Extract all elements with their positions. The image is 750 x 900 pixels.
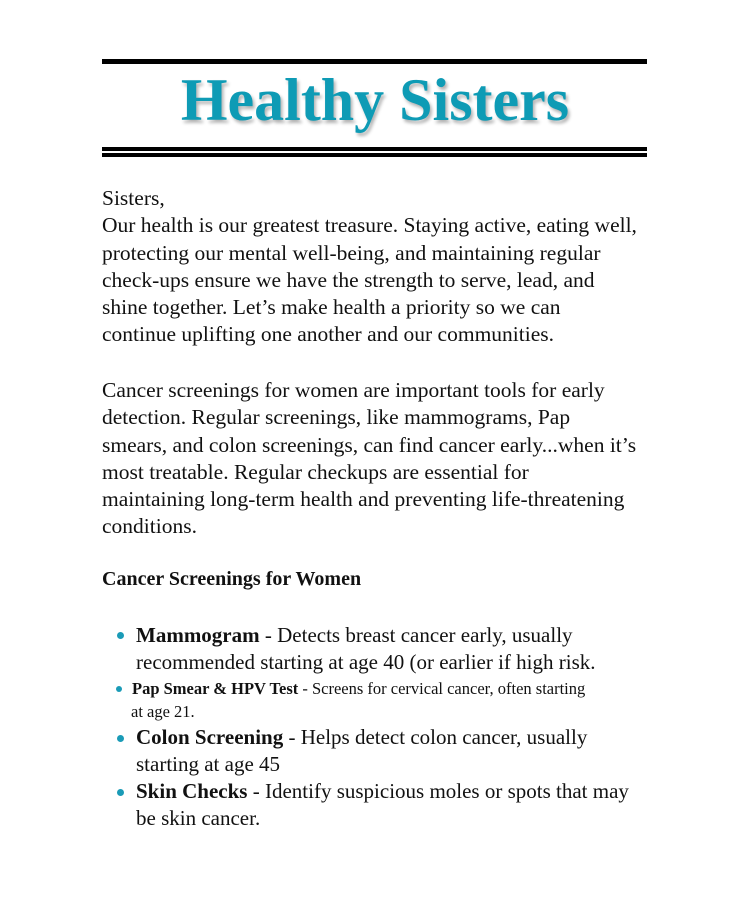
intro-line: protecting our mental well-being, and maintaining regular [102,240,601,265]
intro-line: shine together. Let’s make health a priority so we can [102,295,561,320]
paragraph-line: conditions. [102,514,197,539]
paragraph-line: smears, and colon screenings, can find cancer early...when it’s [102,432,637,457]
bottom-rule-1 [102,147,647,151]
screening-paragraph [102,377,662,541]
intro-line: check-ups ensure we have the strength to serve, lead, and [102,267,595,292]
intro-paragraph [102,185,662,349]
list-item-colon-screening [136,724,587,778]
bullet-icon [117,735,124,742]
item-name: Colon Screening [136,725,284,749]
list-heading: Cancer Screenings for Women [102,568,362,590]
bullet-icon [116,686,122,692]
bottom-rule-2 [102,153,647,157]
item-name: Mammogram [136,623,260,647]
item-text: starting at age 45 [136,752,281,776]
paragraph-line: Cancer screenings for women are important tools for early [102,378,605,402]
item-text: at age 21. [131,702,195,721]
paragraph-line: most treatable. Regular checkups are essential for [102,459,529,484]
item-text: be skin cancer. [136,806,261,830]
list-item-pap-smear [132,677,585,723]
item-text: recommended starting at age 40 (or earlier if high risk. [136,650,596,674]
intro-line: Our health is our greatest treasure. Staying active, eating well, [102,213,637,238]
bullet-icon [117,632,124,639]
intro-line: continue uplifting one another and our communities. [102,322,554,347]
item-text: - Detects breast cancer early, usually [259,623,573,647]
item-text: - Screens for cervical cancer, often starting [298,679,586,698]
salutation: Sisters, [102,186,165,210]
list-item-mammogram [136,622,596,676]
bullet-icon [117,789,124,796]
item-name: Pap Smear & HPV Test [132,679,299,698]
item-text: - Identify suspicious moles or spots that may [247,779,629,803]
item-text: - Helps detect colon cancer, usually [283,725,588,749]
paragraph-line: detection. Regular screenings, like mammograms, Pap [102,405,571,430]
item-name: Skin Checks [136,779,248,803]
paragraph-line: maintaining long-term health and preventing life-threatening [102,487,625,512]
list-item-skin-checks [136,778,629,832]
page-title: Healthy Sisters [180,67,570,133]
